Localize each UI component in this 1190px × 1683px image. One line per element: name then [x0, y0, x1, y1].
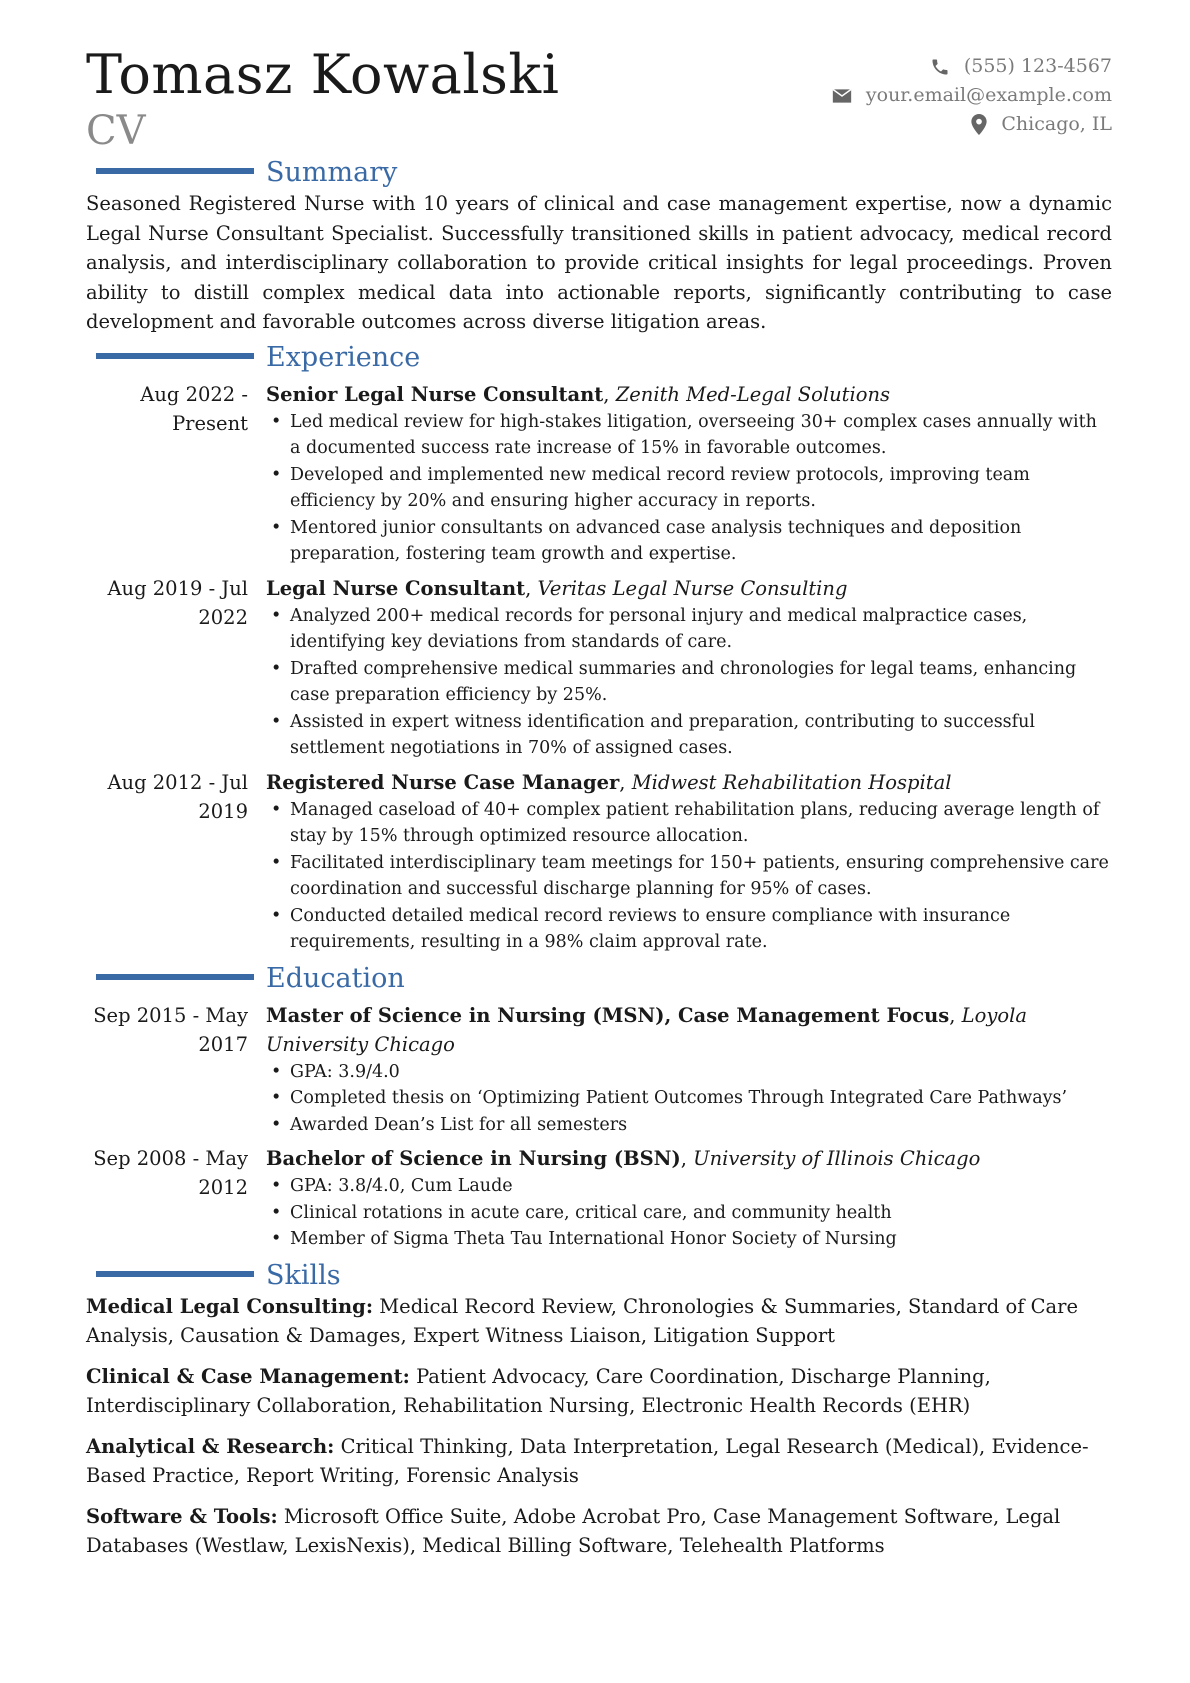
employer: Midwest Rehabilitation Hospital [631, 770, 952, 794]
skills-heading: Skills [266, 1259, 341, 1291]
skills-category: Software & Tools: [86, 1504, 278, 1528]
education-entry [86, 1001, 1112, 1139]
entry-heading: Master of Science in Nursing (MSN), Case Management Focus, Loyola University Chicago [266, 1003, 1027, 1056]
bullet-item: • Facilitated interdisciplinary team meetings for 150+ patients, ensuring comprehensive care coordination and successful discharge planning for 95% of cases. [266, 850, 1112, 903]
bullet-item: • Managed caseload of 40+ complex patient rehabilitation plans, reducing average length of stay by 15% through optimized resource allocation. [266, 797, 1112, 850]
bullet-list [266, 409, 1112, 568]
resume-header [86, 44, 1112, 156]
summary-heading: Summary [266, 157, 398, 188]
contact-email [832, 81, 1112, 110]
bullet-item: • Developed and implemented new medical record review protocols, improving team efficiency by 20% and ensuring higher accuracy in reports. [266, 462, 1112, 515]
contact-location [832, 110, 1112, 139]
bullet-item: • Led medical review for high-stakes litigation, overseeing 30+ complex cases annually with a documented success rate increase of 15% in favorable outcomes. [266, 409, 1112, 462]
summary-section-header [86, 156, 1112, 189]
bullet-item: • Assisted in expert witness identification and preparation, contributing to successful settlement negotiations in 70% of assigned cases. [266, 709, 1112, 762]
entry-date: Aug 2019 - Jul 2022 [107, 576, 248, 629]
section-accent-bar [96, 168, 254, 174]
bullet-list [266, 1173, 1112, 1253]
entry-date: Sep 2008 - May 2012 [93, 1147, 248, 1199]
envelope-icon [832, 88, 852, 104]
skills-items: Microsoft Office Suite, Adobe Acrobat Pro, Case Management Software, Legal Databases (Westlaw, LexisNexis), Medical Billing Software, Telehealth Platforms [86, 1504, 1061, 1557]
bullet-item: • Clinical rotations in acute care, critical care, and community health [266, 1200, 1112, 1227]
skills-row [86, 1292, 1112, 1350]
bullet-item: • Conducted detailed medical record reviews to ensure compliance with insurance requirements, resulting in a 98% claim approval rate. [266, 903, 1112, 956]
entry-heading: Bachelor of Science in Nursing (BSN), University of Illinois Chicago [266, 1147, 981, 1170]
entry-date: Sep 2015 - May 2017 [93, 1003, 248, 1056]
bullet-item: • Awarded Dean’s List for all semesters [266, 1112, 1112, 1139]
bullet-item: • Member of Sigma Theta Tau International Honor Society of Nursing [266, 1226, 1112, 1253]
section-accent-bar [96, 974, 254, 980]
bullet-item: • Mentored junior consultants on advanced case analysis techniques and deposition preparation, fostering team growth and expertise. [266, 515, 1112, 568]
skills-row [86, 1502, 1112, 1560]
institution: University of Illinois Chicago [693, 1147, 981, 1170]
experience-entry [86, 380, 1112, 568]
skills-category: Medical Legal Consulting: [86, 1294, 374, 1318]
job-title: Registered Nurse Case Manager [266, 770, 620, 794]
skills-category: Clinical & Case Management: [86, 1364, 410, 1388]
location-text: Chicago, IL [1001, 113, 1112, 135]
section-accent-bar [96, 353, 254, 359]
candidate-name: Tomasz Kowalski [86, 43, 560, 106]
entry-body [266, 380, 1112, 568]
skills-section-header [86, 1259, 1112, 1292]
experience-heading: Experience [266, 341, 421, 373]
education-entry [86, 1144, 1112, 1253]
summary-text: Seasoned Registered Nurse with 10 years of clinical and case management expertise, now a dynamic Legal Nurse Consultant Specialist. Successfully transitioned skills in patient advocacy, medical record analysis, and interdisciplinary collaboration to provide critical insights for legal proceedings. Proven ability to distill complex medical data into actionable reports, significantly contributing to case development and favorable outcomes across diverse litigation areas. [86, 192, 1112, 333]
map-pin-icon [971, 114, 987, 135]
phone-icon [930, 57, 950, 77]
skills-category: Analytical & Research: [86, 1434, 335, 1458]
experience-entry [86, 768, 1112, 956]
bullet-item: • GPA: 3.9/4.0 [266, 1059, 1112, 1086]
institution: Loyola University Chicago [266, 1003, 1027, 1056]
education-heading: Education [266, 962, 405, 994]
skills-row [86, 1362, 1112, 1420]
education-section-header [86, 962, 1112, 995]
employer: Veritas Legal Nurse Consulting [537, 576, 848, 600]
bullet-item: • Drafted comprehensive medical summaries and chronologies for legal teams, enhancing case preparation efficiency by 25%. [266, 656, 1112, 709]
bullet-list [266, 1059, 1112, 1139]
bullet-item: • GPA: 3.8/4.0, Cum Laude [266, 1173, 1112, 1200]
entry-heading: Registered Nurse Case Manager, Midwest Rehabilitation Hospital [266, 770, 952, 794]
contact-block [832, 52, 1112, 139]
email-link[interactable]: your.email@example.com [865, 84, 1112, 106]
bullet-list [266, 797, 1112, 956]
document-subtitle: CV [86, 108, 146, 154]
entry-body [266, 1144, 1112, 1253]
entry-body [266, 768, 1112, 956]
employer: Zenith Med-Legal Solutions [615, 382, 891, 406]
bullet-item: • Completed thesis on ‘Optimizing Patient Outcomes Through Integrated Care Pathways’ [266, 1085, 1112, 1112]
skills-items: Critical Thinking, Data Interpretation, Legal Research (Medical), Evidence-Based Practice, Report Writing, Forensic Analysis [86, 1434, 1089, 1487]
bullet-item: • Analyzed 200+ medical records for personal injury and medical malpractice cases, identifying key deviations from standards of care. [266, 603, 1112, 656]
skills-items: Medical Record Review, Chronologies & Summaries, Standard of Care Analysis, Causation & Damages, Expert Witness Liaison, Litigation Support [86, 1294, 1079, 1347]
experience-entry [86, 574, 1112, 762]
skills-items: Patient Advocacy, Care Coordination, Discharge Planning, Interdisciplinary Collaboration, Rehabilitation Nursing, Electronic Health Records (EHR) [86, 1364, 991, 1417]
entry-heading: Senior Legal Nurse Consultant, Zenith Med-Legal Solutions [266, 382, 891, 406]
contact-phone [832, 52, 1112, 81]
section-accent-bar [96, 1271, 254, 1277]
entry-body [266, 1001, 1112, 1139]
resume-page [86, 44, 1112, 1572]
experience-section-header [86, 341, 1112, 374]
degree-title: Bachelor of Science in Nursing (BSN) [266, 1147, 681, 1170]
phone-number: (555) 123-4567 [963, 55, 1112, 77]
skills-row [86, 1432, 1112, 1490]
entry-date: Aug 2012 - Jul 2019 [107, 770, 248, 823]
job-title: Legal Nurse Consultant [266, 576, 526, 600]
entry-date: Aug 2022 - Present [140, 382, 248, 435]
job-title: Senior Legal Nurse Consultant [266, 382, 604, 406]
bullet-list [266, 603, 1112, 762]
degree-title: Master of Science in Nursing (MSN), Case Management Focus [266, 1003, 950, 1027]
entry-heading: Legal Nurse Consultant, Veritas Legal Nurse Consulting [266, 576, 848, 600]
entry-body [266, 574, 1112, 762]
